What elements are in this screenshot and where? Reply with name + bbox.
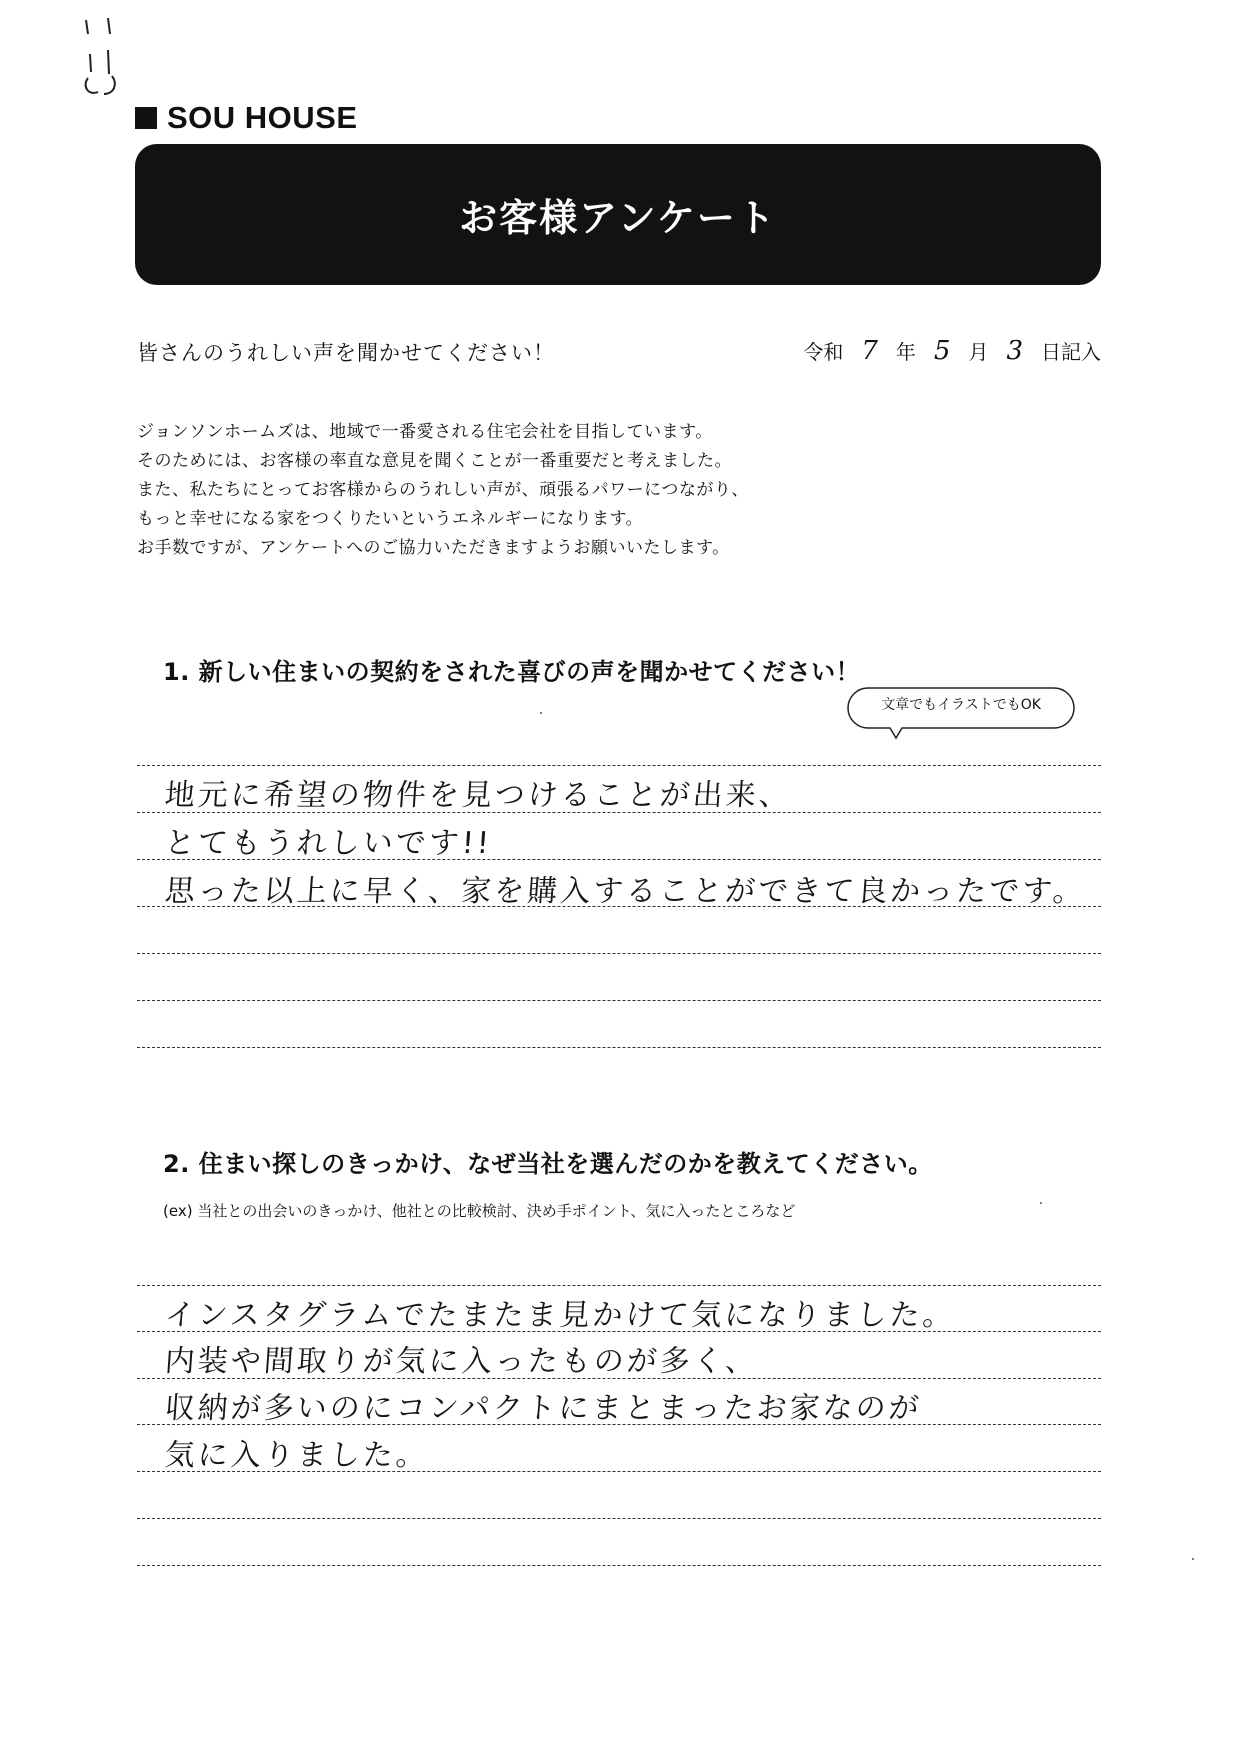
handwritten-answer-2: 内装や間取りが気に入ったものが多く、 (163, 1344, 760, 1379)
intro-line: また、私たちにとってお客様からのうれしい声が、頑張るパワーにつながり、 (137, 480, 749, 500)
intro-line: もっと幸せになる家をつくりたいというエネルギーになります。 (137, 509, 644, 529)
handwritten-answer-1: とてもうれしいです!! (163, 826, 494, 861)
date-month-value: 5 (933, 336, 951, 366)
question-1-title: 1. 新しい住まいの契約をされた喜びの声を聞かせてください！ (163, 658, 861, 686)
answer-line (137, 1285, 1101, 1286)
answer-line (137, 765, 1101, 766)
answer-line (137, 1047, 1101, 1048)
question-2-title: 2. 住まい探しのきっかけ、なぜ当社を選んだのかを教えてください。 (163, 1150, 933, 1178)
answer-line (137, 1518, 1101, 1519)
answer-line (137, 953, 1101, 954)
intro-line: お手数ですが、アンケートへのご協力いただきますようお願いいたします。 (137, 538, 730, 558)
intro-paragraph (137, 418, 749, 563)
scan-speck (540, 712, 542, 714)
hint-text: 文章でもイラストでもOK (881, 697, 1041, 713)
title-banner (135, 144, 1101, 285)
handwritten-answer-2: 収納が多いのにコンパクトにまとまったお家なのが (163, 1391, 923, 1426)
handwritten-answer-1: 思った以上に早く、家を購入することができて良かったです。 (163, 874, 1087, 909)
entry-date (803, 336, 1101, 366)
handwritten-answer-2: インスタグラムでたまたま見かけて気になりました。 (163, 1298, 957, 1333)
date-era: 令和 (803, 340, 844, 364)
date-day-label: 日記入 (1041, 340, 1101, 364)
handwritten-answer-2: 気に入りました。 (163, 1438, 430, 1473)
page-title: お客様アンケート (459, 196, 777, 240)
brand (135, 100, 358, 136)
question-2-example: (ex) 当社との出会いのきっかけ、他社との比較検討、決め手ポイント、気に入ったところなど (163, 1202, 796, 1220)
answer-line (137, 1565, 1101, 1566)
hint-speech-bubble (846, 686, 1076, 740)
brand-square-icon (135, 107, 157, 129)
answer-line (137, 1000, 1101, 1001)
date-day-value: 3 (1006, 336, 1023, 366)
scan-mark (78, 14, 126, 98)
handwritten-answer-1: 地元に希望の物件を見つけることが出来、 (163, 778, 793, 813)
date-year-value: 7 (861, 336, 878, 366)
scan-speck (1192, 1558, 1194, 1560)
brand-name: SOU HOUSE (167, 100, 358, 135)
date-year-label: 年 (895, 340, 916, 364)
intro-line: ジョンソンホームズは、地域で一番愛される住宅会社を目指しています。 (137, 422, 713, 442)
scan-speck (1040, 1202, 1042, 1204)
intro-line: そのためには、お客様の率直な意見を聞くことが一番重要だと考えました。 (137, 451, 732, 471)
lead-text: 皆さんのうれしい声を聞かせてください！ (137, 341, 555, 365)
date-month-label: 月 (968, 340, 989, 364)
